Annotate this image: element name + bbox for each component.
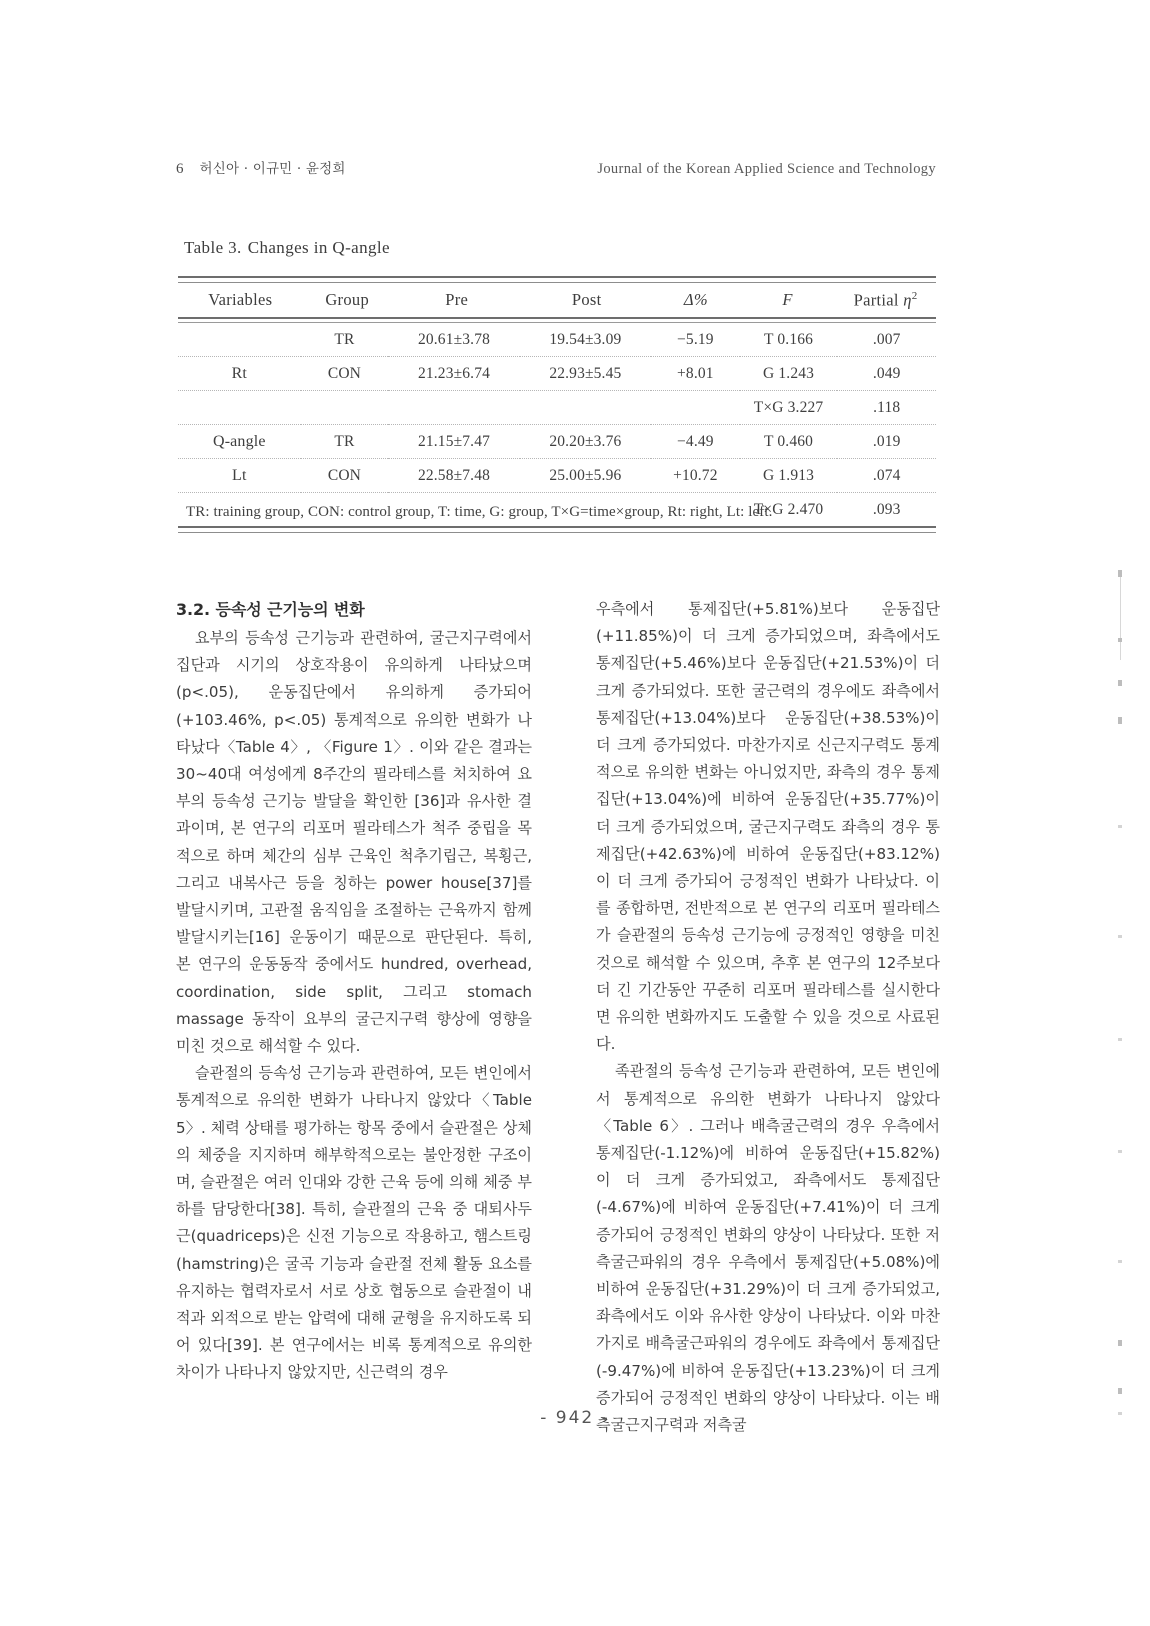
cell-eta: .007	[837, 323, 936, 357]
cell-pre: 22.58±7.48	[388, 459, 519, 493]
running-head-journal-title: Journal of the Korean Applied Science and Technology	[597, 161, 936, 177]
column-header-f: F	[782, 290, 793, 309]
scan-edge-line	[1120, 570, 1121, 660]
cell-post: 22.93±5.45	[520, 357, 651, 391]
table-row	[178, 425, 936, 459]
cell-f: T×G 2.470	[753, 500, 824, 518]
column-header-variables: Variables	[208, 290, 273, 309]
table-header-row	[178, 283, 936, 317]
table-bottom-rule	[178, 526, 936, 533]
cell-post: 25.00±5.96	[520, 459, 651, 493]
cell-eta: .049	[837, 357, 936, 391]
body-column-right	[596, 596, 940, 1439]
table-footnote: TR: training group, CON: control group, T: time, G: group, T×G=time×group, Rt: right, Lt: left.	[186, 504, 773, 520]
q-angle-table	[178, 283, 936, 317]
cell-f: T 0.166	[740, 323, 838, 357]
cell-delta: +10.72	[651, 459, 740, 493]
table-row	[178, 391, 936, 425]
cell-eta: .074	[837, 459, 936, 493]
cell-group	[301, 391, 389, 425]
cell-pre: 20.61±3.78	[388, 323, 519, 357]
cell-delta	[651, 391, 740, 425]
body-column-left	[176, 596, 532, 1387]
cell-group: CON	[301, 357, 389, 391]
section-heading: 3.2. 등속성 근기능의 변화	[176, 600, 365, 619]
cell-f: G 1.913	[740, 459, 838, 493]
paragraph: 요부의 등속성 근기능과 관련하여, 굴근지구력에서 집단과 시기의 상호작용이 유의하게 나타났으며(p<.05), 운동집단에서 유의하게 증가되어(+103.46%, p<.05) 통계적으로 유의한 변화가 나타났다〈Table 4〉, 〈Figure 1〉. 이와 같은 결과는 30~40대 여성에게 8주간의 필라테스를 처치하여 요부의 등속성 근기능 발달을 확인한 [36]과 유사한 결과이며, 본 연구의 리포머 필라테스가 척주 중립을 목적으로 하며 체간의 심부 근육인 척추기립근, 복횡근, 그리고 내복사근 등을 칭하는 power house[37]를 발달시키며, 고관절 움직임을 조절하는 근육까지 함께 발달시키는[16] 운동이기 때문으로 판단된다. 특히, 본 연구의 운동동작 중에서도 hundred, overhead, coordination, side split, 그리고 stomach massage 동작이 요부의 굴근지구력 향상에 영향을 미친 것으로 해석할 수 있다.	[176, 629, 532, 1056]
cell-pre: 21.15±7.47	[388, 425, 519, 459]
cell-delta: +8.01	[651, 357, 740, 391]
cell-post: 20.20±3.76	[520, 425, 651, 459]
table-row	[178, 357, 936, 391]
cell-variable	[178, 323, 301, 357]
cell-eta: .093	[872, 500, 901, 518]
table-top-rule	[178, 276, 936, 283]
cell-eta: .019	[837, 425, 936, 459]
column-header-post: Post	[571, 290, 602, 309]
running-head-page-number: 6	[176, 161, 184, 177]
scan-edge-marks	[1118, 540, 1124, 1420]
table-caption-title: Changes in Q-angle	[247, 238, 390, 257]
column-header-group: Group	[325, 290, 369, 309]
column-header-partial-eta-squared	[835, 283, 936, 317]
eta-symbol: η	[903, 290, 912, 310]
cell-post: 19.54±3.09	[520, 323, 651, 357]
cell-f: T 0.460	[740, 425, 838, 459]
page-folio: - 942 -	[540, 1408, 610, 1428]
cell-group: TR	[301, 323, 389, 357]
cell-f: T×G 3.227	[740, 391, 838, 425]
cell-variable: Q-angle	[178, 425, 301, 459]
table-row	[178, 323, 936, 357]
q-angle-table-body	[178, 323, 936, 526]
table-row	[178, 459, 936, 493]
table-caption	[184, 238, 390, 258]
cell-pre	[388, 391, 519, 425]
running-head	[176, 157, 936, 178]
cell-group: TR	[301, 425, 389, 459]
table-head	[178, 283, 936, 317]
cell-eta: .118	[837, 391, 936, 425]
table-body	[178, 323, 936, 526]
cell-variable-label	[178, 391, 301, 425]
running-head-authors: 허신아 · 이규민 · 윤정희	[199, 161, 346, 177]
cell-delta: −4.49	[651, 425, 740, 459]
cell-f: G 1.243	[740, 357, 838, 391]
cell-delta: −5.19	[651, 323, 740, 357]
q-angle-table-wrapper	[178, 276, 936, 533]
paragraph: 슬관절의 등속성 근기능과 관련하여, 모든 변인에서 통계적으로 유의한 변화가 나타나지 않았다〈Table 5〉. 체력 상태를 평가하는 항목 중에서 슬관절은 상체의 체중을 지지하며 해부학적으로는 불안정한 구조이며, 슬관절은 여러 인대와 강한 근육 등에 의해 체중 부하를 담당한다[38]. 특히, 슬관절의 근육 중 대퇴사두근(quadriceps)은 신전 기능으로 작용하고, 햄스트링(hamstring)은 굴곡 기능과 슬관절 전체 활동 요소를 유지하는 협력자로서 서로 상호 협동으로 슬관절이 내적과 외적으로 받는 압력에 대해 균형을 유지하도록 되어 있다[39]. 본 연구에서는 비록 통계적으로 유의한 차이가 나타나지 않았지만, 신근력의 경우	[176, 1064, 532, 1382]
cell-pre: 21.23±6.74	[388, 357, 519, 391]
paragraph: 족관절의 등속성 근기능과 관련하여, 모든 변인에서 통계적으로 유의한 변화가 나타나지 않았다〈Table 6〉. 그러나 배측굴근력의 경우 우측에서 통제집단(-1.12%)에 비하여 운동집단(+15.82%)이 더 크게 증가되었고, 좌측에서도 통제집단(-4.67%)에 비하여 운동집단(+7.41%)이 더 크게 증가되어 긍정적인 변화의 양상이 나타났다. 또한 저측굴근파워의 경우 우측에서 통제집단(+5.08%)에 비하여 운동집단(+31.29%)이 더 크게 증가되었고, 좌측에서도 이와 유사한 양상이 나타났다. 이와 마찬가지로 배측굴근파워의 경우에도 좌측에서 통제집단(-9.47%)에 비하여 운동집단(+13.23%)이 더 크게 증가되어 긍정적인 변화의 양상이 나타났다. 이는 배측굴근지구력과 저측굴	[596, 1062, 940, 1435]
cell-post	[520, 391, 651, 425]
eta-superscript: 2	[911, 289, 918, 302]
cell-side: Lt	[178, 459, 301, 493]
cell-side: Rt	[178, 357, 301, 391]
partial-text: Partial	[853, 290, 899, 310]
running-head-left	[176, 157, 346, 178]
column-header-delta-percent: Δ%	[683, 290, 708, 309]
paragraph: 우측에서 통제집단(+5.81%)보다 운동집단(+11.85%)이 더 크게 증가되었으며, 좌측에서도 통제집단(+5.46%)보다 운동집단(+21.53%)이 더 크게 증가되었다. 또한 굴근력의 경우에도 좌측에서 통제집단(+13.04%)보다 운동집단(+38.53%)이 더 크게 증가되었다. 마찬가지로 신근지구력도 통계적으로 유의한 변화는 아니었지만, 좌측의 경우 통제집단(+13.04%)에 비하여 운동집단(+35.77%)이 더 크게 증가되었으며, 굴근지구력도 좌측의 경우 통제집단(+42.63%)에 비하여 운동집단(+83.12%)이 더 크게 증가되어 긍정적인 변화가 나타났다. 이를 종합하면, 전반적으로 본 연구의 리포머 필라테스가 슬관절의 등속성 근기능에 긍정적인 영향을 미친 것으로 해석할 수 있으며, 추후 본 연구의 12주보다 더 긴 기간동안 꾸준히 리포머 필라테스를 실시한다면 유의한 변화까지도 도출할 수 있을 것으로 사료된다.	[596, 600, 940, 1054]
table-caption-label: Table 3.	[184, 238, 242, 257]
cell-group: CON	[301, 459, 389, 493]
column-header-pre: Pre	[445, 290, 469, 309]
